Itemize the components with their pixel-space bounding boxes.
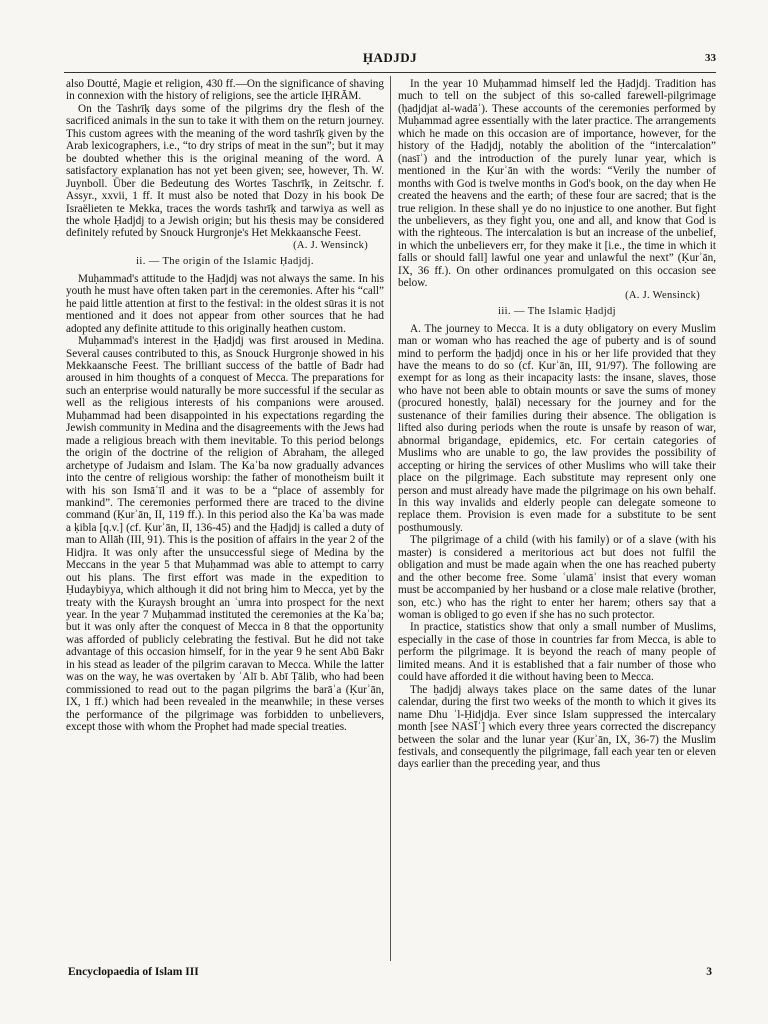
paragraph: The pilgrimage of a child (with his family) or of a slave (with his master) is considered a meritorious act but does not fulfil the obligation and must be made again when the one has reached puberty and the other become free. Some ʿulamāʾ insist that every woman must be accompanied by her husband or a close male relative (brother, son, etc.) who has the right to enter her harem; others say that a woman is obliged to go even if she has no such protector. [398,534,716,622]
left-column [66,78,384,734]
footer-sheet-number: 3 [706,966,712,978]
paragraph: On the Tashrīḳ days some of the pilgrims dry the flesh of the sacrificed animals in the sun to take it with them on the return journey. This custom agrees with the meaning of the word tashrīḳ given by the Arab lexicographers, i.e., “to dry strips of meat in the sun”; but it may be doubted whether this is the original meaning of the word. A satisfactory explanation has not yet been given; see, however, Th. W. Juynboll. Über die Bedeutung des Wortes Taschrīḳ, in Zeitschr. f. Assyr., xxvii, 1 ff. It must also be noted that Dozy in his book De Israëlieten te Mekka, traces the words tashrīḳ and tarwiya as well as the whole Ḥadjdj to a Jewish origin; but his thesis may be considered definitely refuted by Snouck Hurgronje's Het Mekkaansche Feest. [66,102,384,240]
column-divider [390,76,391,961]
paragraph: also Doutté, Magie et religion, 430 ff.—On the significance of shaving in connexion with the history of religions, see the article IḤRĀM. [66,78,384,103]
paragraph: Muḥammad's interest in the Ḥadjdj was first aroused in Medina. Several causes contributed to this, as Snouck Hurgronje showed in his Mekkaansche Feest. The brilliant success of the battle of Badr had aroused in him thoughts of a conquest of Mecca. The preparations for such an enterprise would naturally be more successful if the secular as well as the religious interests of his companions were aroused. Muḥammad had been disappointed in his expectations regarding the Jewish community in Medina and the disagreements with the Jews had made a religious breach with them inevitable. To this period belongs the origin of the doctrine of the religion of Abraham, the alleged archetype of Judaism and Islam. The Kaʿba now gradually advances into the centre of religious worship: the father of monotheism built it with his son Ismāʿīl and it was to be a “place of assembly for mankind”. The ceremonies performed there are traced to the divine command (Ḳurʾān, II, 119 ff.). In this period also the Kaʿba was made a ḳibla [q.v.] (cf. Ḳurʾān, II, 136-45) and the Ḥadjdj is called a duty of man to Allāh (III, 91). This is the position of affairs in the year 2 of the Hidjra. It was only after the unsuccessful siege of Medina by the Meccans in the year 5 that Muḥammad was able to attempt to carry out his plans. The first effort was made in the expedition to Ḥudaybiyya, which although it did not bring him to Mecca, yet by the treaty with the Ḳuraysh brought an ʿumra into prospect for the next year. In the year 7 Muḥammad instituted the ceremonies at the Kaʿba; but it was only after the conquest of Mecca in 8 that the opportunity was afforded of publicly celebrating the festival. But he did not take advantage of this occasion himself, for in the year 9 he sent Abū Bakr in his stead as leader of the pilgrim caravan to Mecca. While the latter was on the way, he was overtaken by ʿAlī b. Abī Ṭālib, who had been commissioned to read out to the pagan pilgrims the barāʾa (Ḳurʾān, IX, 1 ff.) which had been revealed in the meanwhile; in these verses the performance of the pilgrimage was forbidden to unbelievers, except those with whom the Prophet had made special treaties. [66,335,384,734]
footer-source: Encyclopaedia of Islam III [68,966,199,978]
section-heading: ii. — The origin of the Islamic Ḥadjdj. [136,256,314,268]
page-number: 33 [705,52,716,64]
header-rule [64,72,716,73]
author-signature: (A. J. Wensinck) [625,289,700,301]
running-title: ḤADJDJ [362,50,418,65]
paragraph: In the year 10 Muḥammad himself led the Ḥadjdj. Tradition has much to tell on the subject of this so-called farewell-pilgrimage (ḥadjdjat al-wadāʿ). These accounts of the ceremonies performed by Muḥammad agree essentially with the later practice. The arrangements which he made on this occasion are of importance, however, for the history of the Ḥadjdj, notably the abolition of the “intercalation” (nasīʾ) and the introduction of the purely lunar year, which is mentioned in the Ḳurʾān with the words: “Verily the number of months with God is twelve months in God's book, on the day when He created the heavens and the earth; of these four are sacred; that is the true religion. In these shall ye do no injustice to one another. But fight the unbelievers, as they fight you, one and all, and know that God is with the righteous. The intercalation is but an increase of the unbelief, in which the unbelievers err, for they make it [i.e., the time in which it falls or should fall] lawful one year and unlawful the next” (Ḳurʾān, IX, 36 ff.). On other ordinances promulgated on this occasion see below. [398,78,716,290]
author-signature: (A. J. Wensinck) [293,239,368,251]
paragraph: A. The journey to Mecca. It is a duty obligatory on every Muslim man or woman who has reached the age of puberty and is of sound mind to perform the ḥadjdj once in his or her life provided that they have the means to do so (cf. Ḳurʾān, III, 91/97). The following are exempt for as long as their incapacity lasts: the insane, slaves, those who have not been able to obtain mounts or save the sums of money (procured honestly, ḥalāl) necessary for the journey and for the sustenance of their families during their absence. The obligation is lifted also during periods when the route is unsafe by reason of war, abnormal brigandage, epidemics, etc. For certain categories of Muslims who are unable to go, the law provides the possibility of accepting or hiring the services of other Muslims who will take their place on the pilgrimage. Each substitute may represent only one person and must already have made the pilgrimage on his own behalf. In this way invalids and elderly people can delegate someone to replace them. Provision is even made for a substitute to be sent posthumously. [398,322,716,534]
paragraph: The ḥadjdj always takes place on the same dates of the lunar calendar, during the first two weeks of the month to which it gives its name Dhu ʾl-Ḥidjdja. Ever since Islam suppressed the intercalary month [see NASĪʾ] which every three years corrected the discrepancy between the solar and the lunar year (Ḳurʾān, IX, 36-7) the Muslim festivals, and consequently the pilgrimage, fall each year ten or eleven days earlier than the preceding year, and thus [398,683,716,771]
section-heading: iii. — The Islamic Ḥadjdj [498,306,616,318]
paragraph: In practice, statistics show that only a small number of Muslims, especially in the case of those in countries far from Mecca, is able to perform the pilgrimage. It is beyond the reach of many people of limited means. And it is established that a fair number of those who could have afforded it die without having been to Mecca. [398,621,716,684]
paragraph: Muḥammad's attitude to the Ḥadjdj was not always the same. In his youth he must have often taken part in the ceremonies. After his “call” he paid little attention at first to the festival: in the oldest sūras it is not mentioned and it does not appear from other sources that he had adopted any definite attitude to this originally heathen custom. [66,272,384,335]
page-header [64,50,716,68]
right-column [398,78,716,771]
